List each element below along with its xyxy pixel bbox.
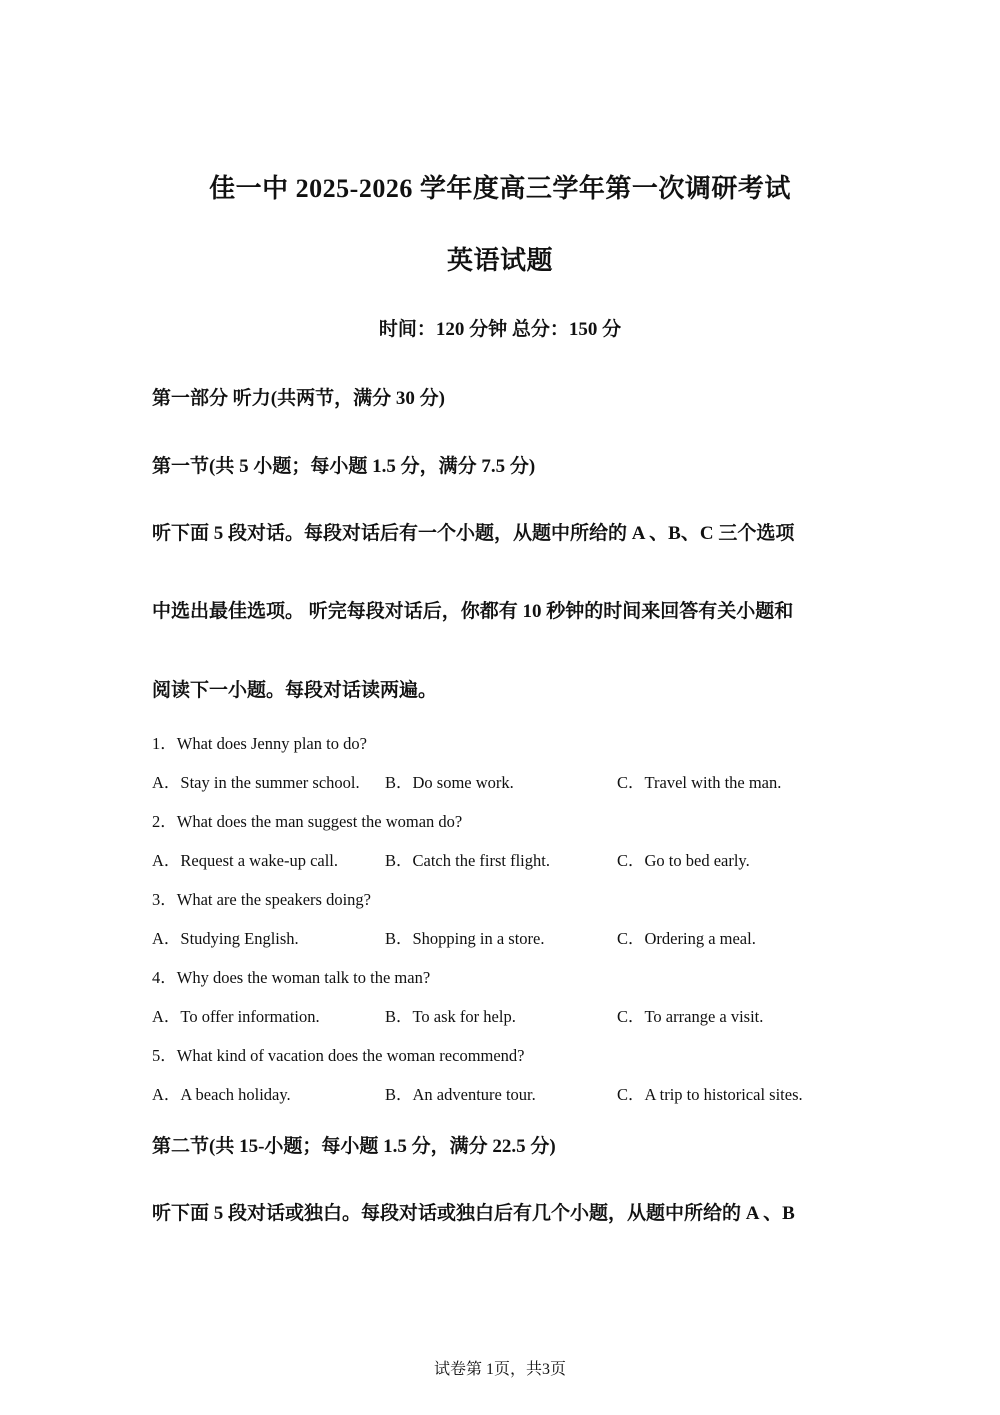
question-1: 1．What does Jenny plan to do?	[152, 734, 367, 753]
section2-instruction-line-1: 听下面 5 段对话或独白。每段对话或独白后有几个小题，从题中所给的 A 、B	[152, 1203, 795, 1224]
question-5-option-a: A．A beach holiday.	[152, 1085, 291, 1104]
question-2: 2．What does the man suggest the woman do?	[152, 812, 463, 831]
exam-title: 佳一中 2025-2026 学年度高三学年第一次调研考试	[209, 174, 791, 203]
question-5-option-b: B．An adventure tour.	[385, 1085, 536, 1104]
question-2-option-a: A．Request a wake-up call.	[152, 851, 339, 870]
part1-heading: 第一部分 听力(共两节，满分 30 分)	[152, 388, 445, 409]
question-1-option-c: C．Travel with the man.	[617, 773, 782, 792]
question-3-option-c: C．Ordering a meal.	[617, 929, 756, 948]
question-3-option-a: A．Studying English.	[152, 929, 299, 948]
section1-instruction-line-2: 中选出最佳选项。 听完每段对话后，你都有 10 秒钟的时间来回答有关小题和	[152, 601, 794, 622]
question-2-option-c: C．Go to bed early.	[617, 851, 750, 870]
question-3: 3．What are the speakers doing?	[152, 890, 371, 909]
question-1-option-b: B．Do some work.	[385, 773, 514, 792]
question-4-option-a: A．To offer information.	[152, 1007, 320, 1026]
question-5: 5．What kind of vacation does the woman recommend?	[152, 1046, 525, 1065]
page-footer: 试卷第 1页，共3页	[433, 1361, 566, 1378]
question-2-option-b: B．Catch the first flight.	[385, 851, 550, 870]
question-4-option-b: B．To ask for help.	[385, 1007, 516, 1026]
question-4-option-c: C．To arrange a visit.	[617, 1007, 764, 1026]
question-1-option-a: A．Stay in the summer school.	[152, 773, 360, 792]
section1-instruction-line-1: 听下面 5 段对话。每段对话后有一个小题，从题中所给的 A 、B、C 三个选项	[152, 523, 795, 544]
section1-heading: 第一节(共 5 小题；每小题 1.5 分，满分 7.5 分)	[152, 456, 536, 477]
question-4: 4．Why does the woman talk to the man?	[152, 968, 431, 987]
section1-instruction-line-3: 阅读下一小题。每段对话读两遍。	[152, 680, 438, 701]
exam-time-score: 时间：120 分钟 总分：150 分	[378, 319, 622, 340]
question-5-option-c: C．A trip to historical sites.	[617, 1085, 803, 1104]
exam-subtitle: 英语试题	[446, 246, 553, 275]
section2-heading: 第二节(共 15-小题；每小题 1.5 分，满分 22.5 分)	[152, 1136, 556, 1157]
question-3-option-b: B．Shopping in a store.	[385, 929, 545, 948]
